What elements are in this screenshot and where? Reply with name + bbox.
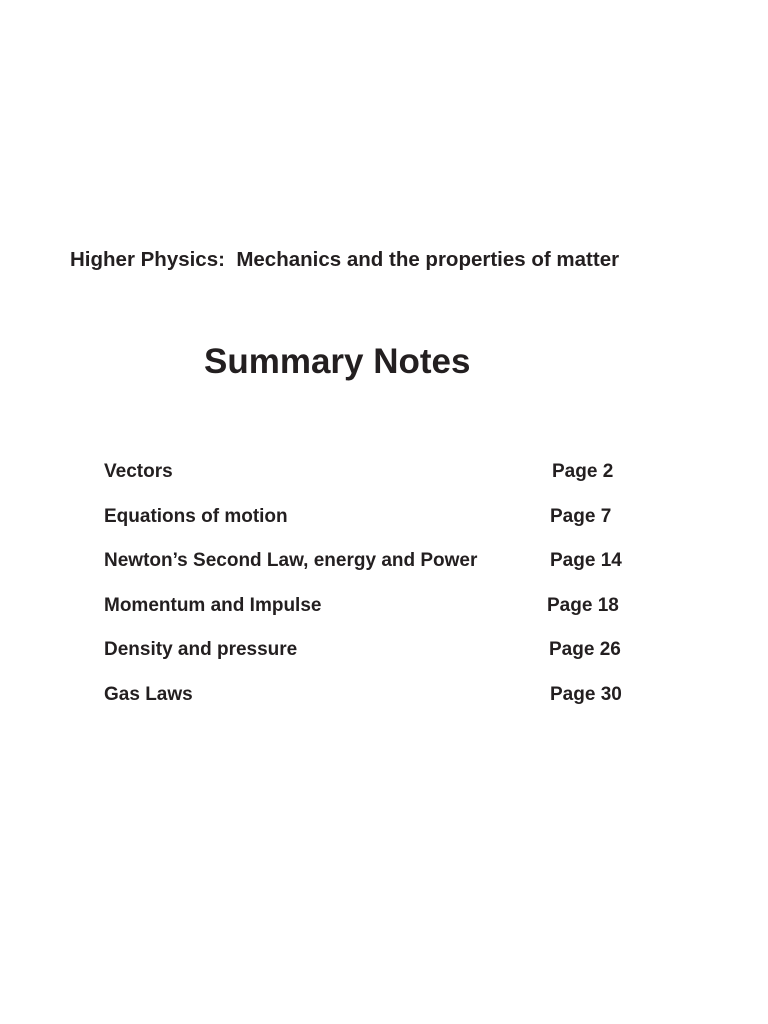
toc-topic-density-and-pressure: Density and pressure bbox=[104, 639, 298, 660]
toc-page-newtons-second-law: Page 14 bbox=[550, 550, 622, 571]
toc-topic-gas-laws: Gas Laws bbox=[104, 684, 193, 705]
toc-topic-newtons-second-law: Newton’s Second Law, energy and Power bbox=[104, 550, 478, 571]
page-title: Summary Notes bbox=[204, 342, 471, 381]
toc-topic-momentum-and-impulse: Momentum and Impulse bbox=[104, 595, 322, 616]
toc-page-momentum-and-impulse: Page 18 bbox=[547, 595, 619, 616]
toc-page-density-and-pressure: Page 26 bbox=[549, 639, 621, 660]
toc-topic-equations-of-motion: Equations of motion bbox=[104, 506, 288, 527]
toc-topic-vectors: Vectors bbox=[104, 461, 173, 482]
toc-page-gas-laws: Page 30 bbox=[550, 684, 622, 705]
toc-page-vectors: Page 2 bbox=[552, 461, 614, 482]
course-title: Higher Physics: Mechanics and the properties of matter bbox=[70, 248, 620, 271]
toc-page-equations-of-motion: Page 7 bbox=[550, 506, 612, 527]
